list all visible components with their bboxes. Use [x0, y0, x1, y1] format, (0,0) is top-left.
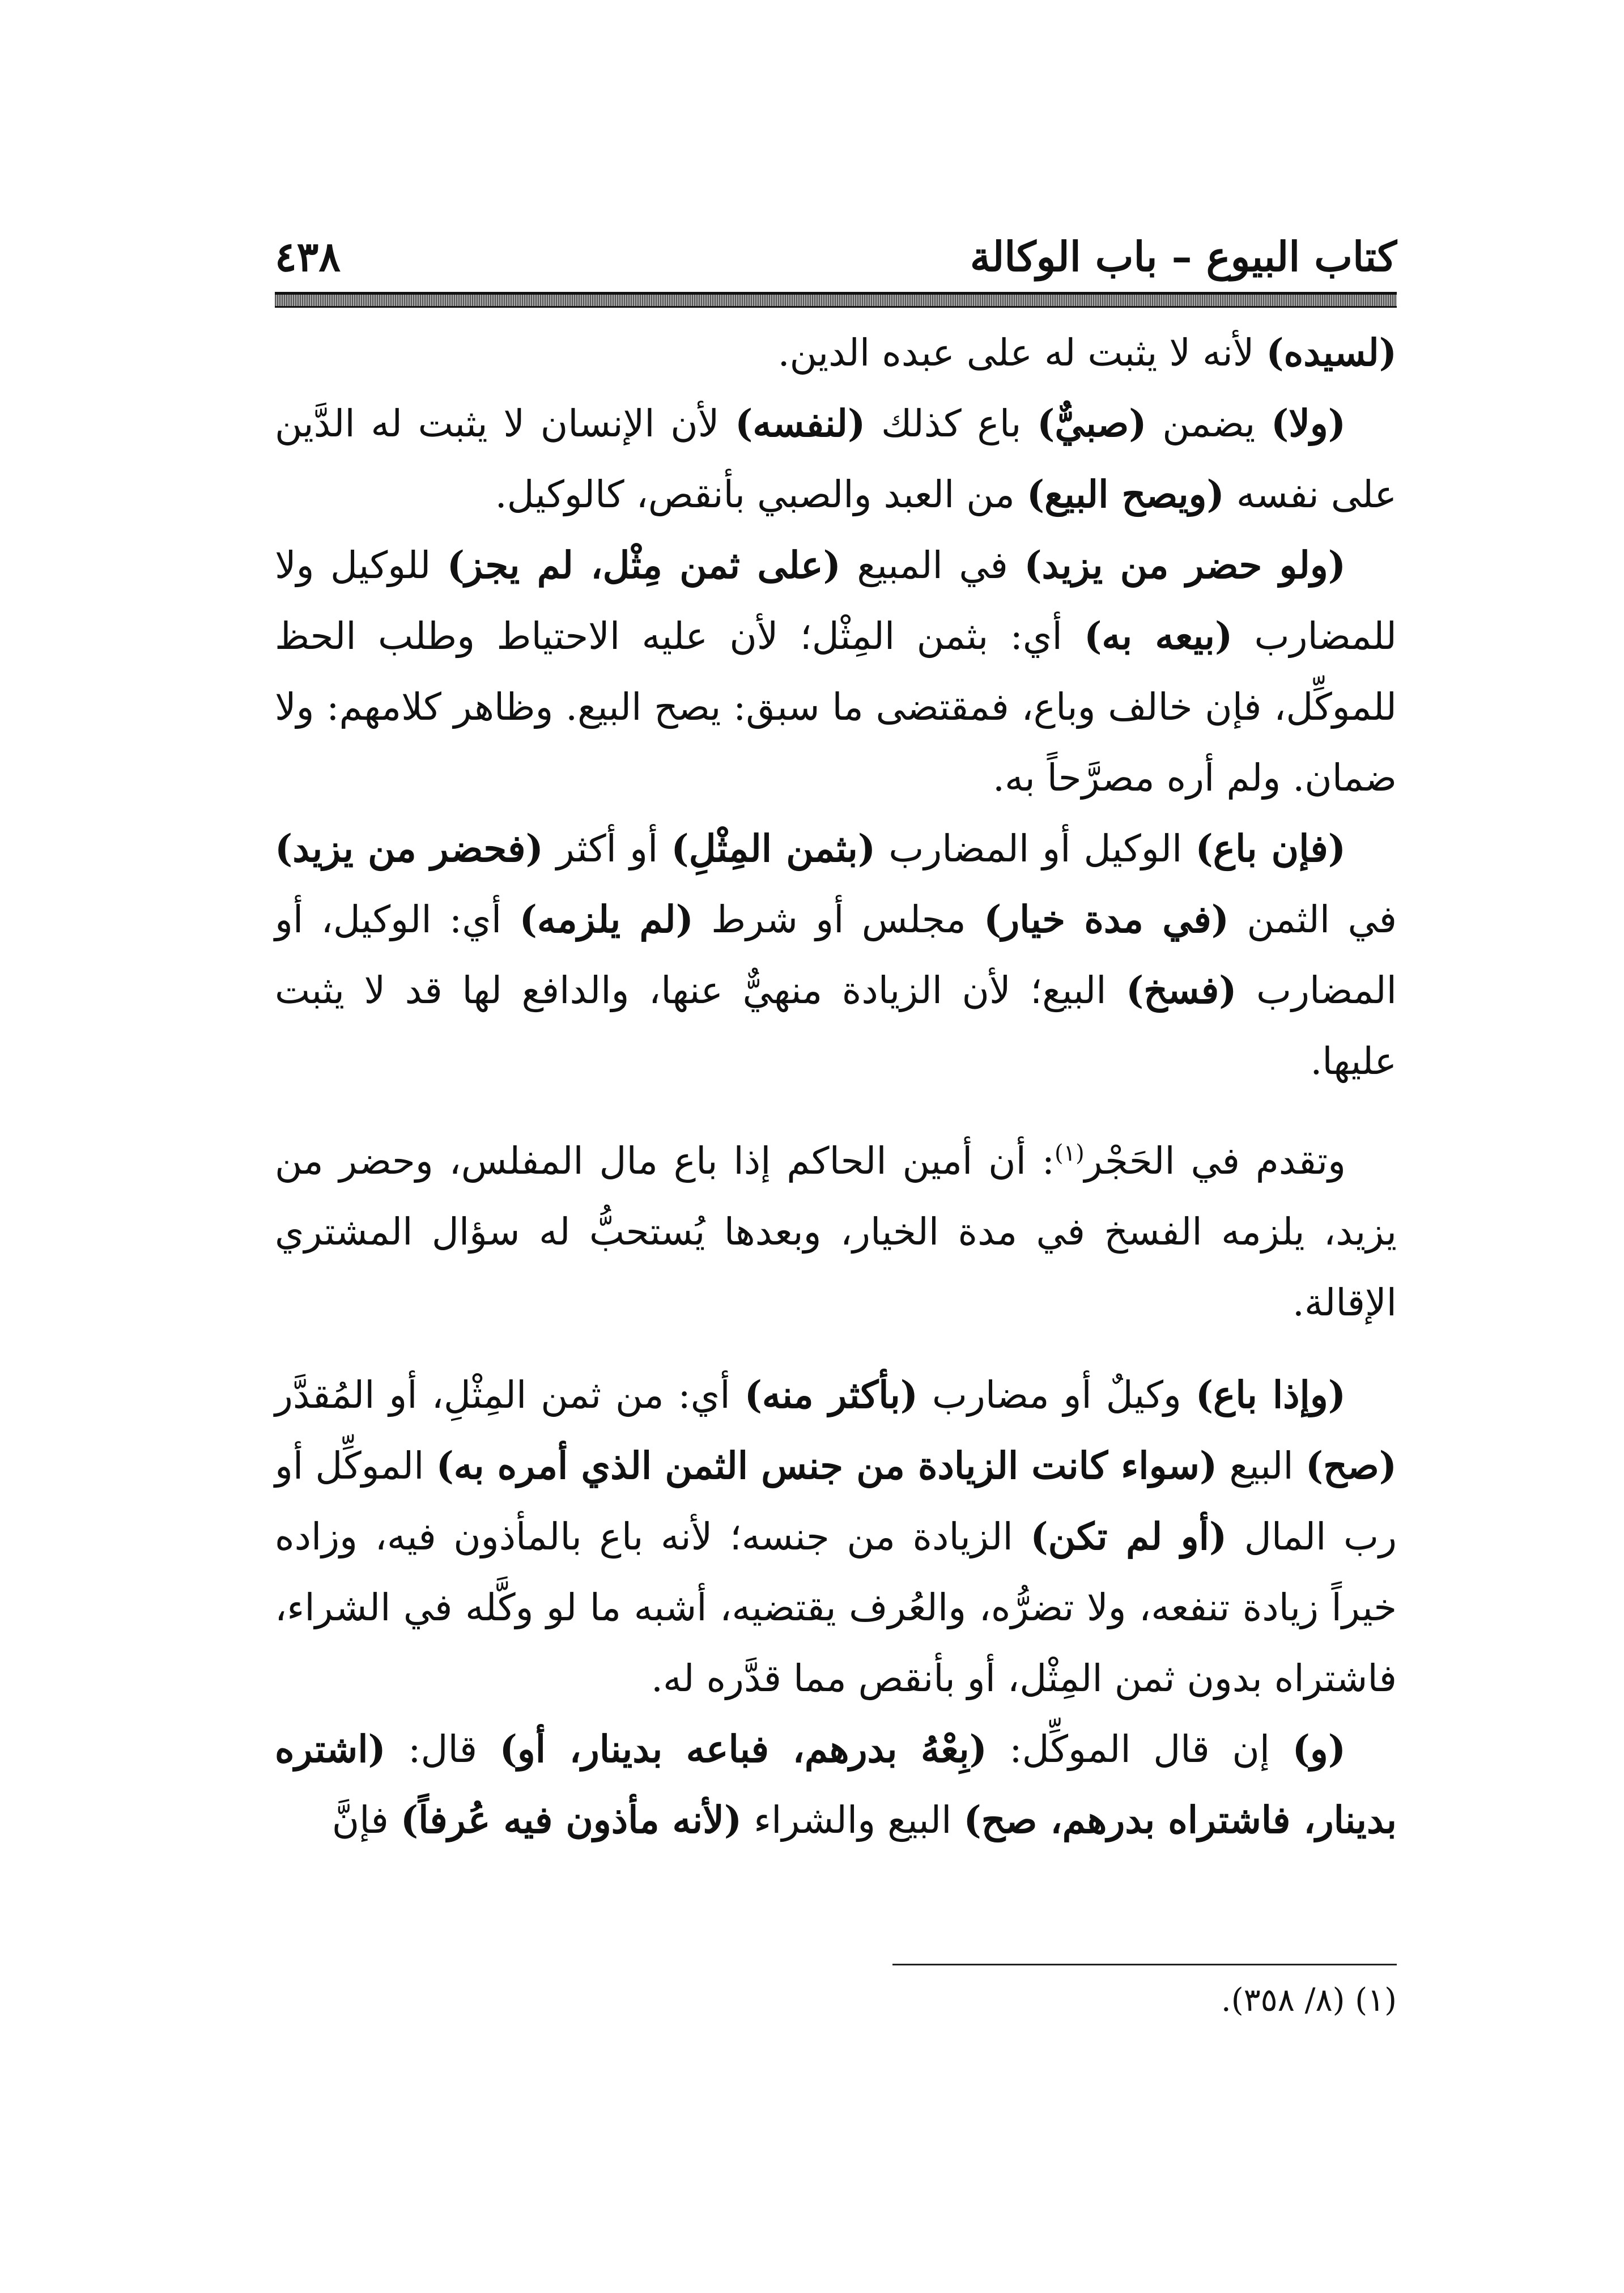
running-title: كتاب البيوع – باب الوكالة: [970, 232, 1397, 281]
main-text: [275, 317, 1397, 1855]
commentary-text: في الثمن: [1229, 898, 1397, 941]
paragraph: [275, 1714, 1397, 1855]
commentary-text: : أن أمين الحاكم إذا باع مال المفلس، وحضر من يزيد، يلزمه الفسخ في مدة الخيار، وبعدها يُستحبُّ له سؤال المشتري الإقالة.: [275, 1139, 1397, 1324]
matn-text: (لنفسه): [735, 401, 866, 445]
matn-text: (أو لم تكن): [1030, 1514, 1227, 1559]
matn-text: (بِعْهُ بدرهم، فباعه بدينار، أو): [499, 1727, 987, 1771]
commentary-text: يضمن: [1146, 402, 1272, 445]
commentary-text: باع كذلك: [865, 402, 1038, 445]
matn-text: (اشتره بدينار، فاشتراه بدرهم، صح): [275, 1727, 1397, 1842]
footnote-divider: [892, 1964, 1397, 1965]
commentary-text: البيع والشراء: [742, 1798, 964, 1842]
matn-text: (وإذا باع): [1195, 1373, 1346, 1417]
matn-text: (بأكثر منه): [744, 1373, 918, 1417]
commentary-text: لأن الإنسان لا يثبت له الدَّين على نفسه: [275, 402, 1397, 516]
matn-text: (ولو حضر من يزيد): [1024, 543, 1346, 587]
header-divider: [275, 292, 1397, 308]
commentary-text: وكيلٌ أو مضارب: [917, 1373, 1196, 1417]
commentary-text: لأنه لا يثبت له على عبده الدين.: [777, 331, 1266, 375]
matn-text: (فحضر من يزيد): [275, 826, 543, 871]
paragraph: [275, 813, 1397, 1097]
commentary-text: إن قال الموكِّل:: [987, 1727, 1293, 1771]
commentary-text: للوكيل ولا للمضارب: [275, 543, 1397, 658]
commentary-text: الوكيل أو المضارب: [875, 827, 1196, 871]
paragraph: [275, 530, 1397, 813]
commentary-text: أي: بثمن المِثْل؛ لأن عليه الاحتياط وطلب الحظ للموكِّل، فإن خالف وباع، فمقتضى ما سبق: يصح البيع. وظاهر كلامهم: ولا ضمان. ولم أره مصرَّحاً به.: [275, 614, 1397, 800]
commentary-text: في المبيع: [840, 543, 1024, 587]
footnote-marker: (١): [1054, 1140, 1085, 1166]
matn-text: (على ثمن مِثْل، لم يجز): [447, 543, 841, 587]
commentary-text: الزيادة من جنسه؛ لأنه باع بالمأذون فيه، وزاده خيراً زيادة تنفعه، ولا تضرُّه، والعُرف يقتضيه، أشبه ما لو وكَّله في الشراء، فاشتراه بدون ثمن المِثْل، أو بأنقص مما قدَّره له.: [275, 1515, 1397, 1700]
paragraph: [275, 388, 1397, 530]
paragraph: [275, 1118, 1397, 1338]
page-header: [275, 226, 1397, 294]
matn-text: (فسخ): [1126, 968, 1237, 1012]
commentary-text: أي: الوكيل، أو المضارب: [275, 898, 1397, 1012]
matn-text: (صح): [1305, 1443, 1397, 1488]
matn-text: (بثمن المِثْلِ): [671, 826, 876, 871]
commentary-text: أي: من ثمن المِثْلِ، أو المُقدَّر: [275, 1373, 745, 1417]
commentary-text: فإنَّ: [331, 1798, 401, 1842]
matn-text: (فإن باع): [1195, 826, 1346, 871]
commentary-text: الموكِّل أو رب المال: [275, 1444, 1397, 1559]
matn-text: (لسيده): [1266, 330, 1397, 375]
matn-text: (صبيٌّ): [1037, 401, 1147, 445]
matn-text: (بيعه به): [1084, 614, 1233, 658]
matn-text: (و): [1292, 1727, 1346, 1771]
matn-text: (لأنه مأذون فيه عُرفاً): [400, 1798, 742, 1842]
paragraph: [275, 317, 1397, 388]
matn-text: (في مدة خيار): [984, 897, 1230, 941]
matn-text: (ويصح البيع): [1026, 472, 1225, 516]
matn-text: (سواء كانت الزيادة من جنس الثمن الذي أمره به): [436, 1443, 1218, 1488]
page-number: ٤٣٨: [275, 232, 341, 281]
footnote: (١) (٨/ ٣٥٨).: [1221, 1982, 1397, 2019]
commentary-text: أو أكثر: [543, 827, 671, 871]
commentary-text: البيع: [1217, 1444, 1306, 1488]
commentary-text: من العبد والصبي بأنقص، كالوكيل.: [495, 473, 1027, 516]
commentary-text: مجلس أو شرط: [693, 898, 984, 941]
paragraph: [275, 1360, 1397, 1714]
commentary-text: البيع؛ لأن الزيادة منهيٌّ عنها، والدافع لها قد لا يثبت عليها.: [275, 969, 1397, 1083]
matn-text: (لم يلزمه): [519, 897, 694, 941]
commentary-text: قال:: [385, 1727, 500, 1771]
commentary-text: وتقدم في الحَجْر: [1084, 1139, 1346, 1183]
matn-text: (ولا): [1271, 401, 1346, 445]
